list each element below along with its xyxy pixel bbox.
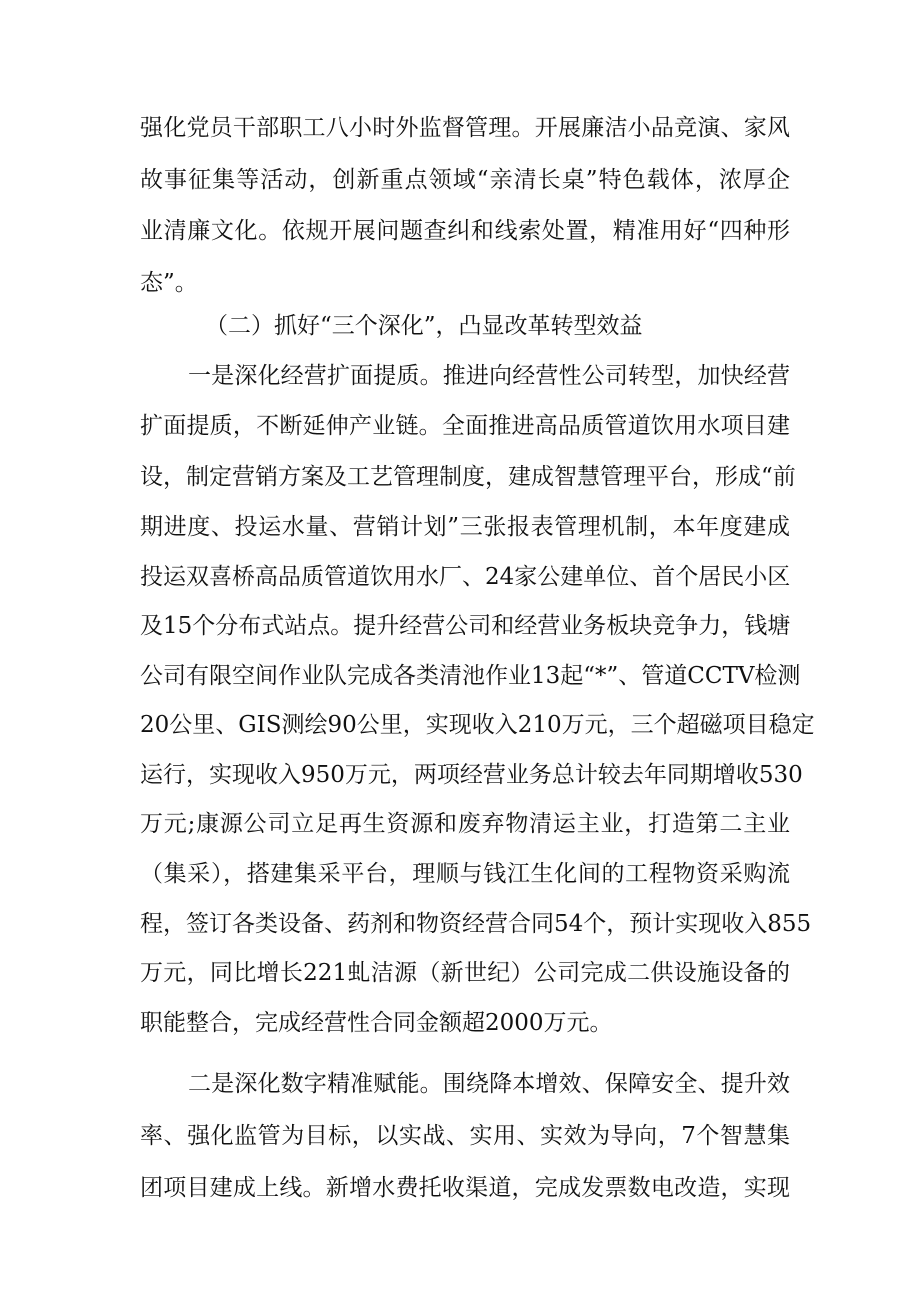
- body-text-line: 团项目建成上线。新增水费托收渠道，完成发票数电改造，实现: [140, 1175, 790, 1201]
- body-text-line: 投运双喜桥高品质管道饮用水厂、24家公建单位、首个居民小区: [140, 564, 791, 590]
- body-text-line: 故事征集等活动，创新重点领域“亲清长桌”特色载体，浓厚企: [140, 167, 790, 193]
- body-text-line: 业清廉文化。依规开展问题查纠和线索处置，精准用好“四种形: [140, 218, 790, 244]
- body-text-line: 公司有限空间作业队完成各类清池作业13起“*”、管道CCTV检测: [140, 663, 801, 689]
- body-text-line: 职能整合，完成经营性合同金额超2000万元。: [140, 1010, 613, 1036]
- body-text-line: 万元;康源公司立足再生资源和废弃物清运主业，打造第二主业: [140, 811, 790, 837]
- body-text-line: 扩面提质，不断延伸产业链。全面推进高品质管道饮用水项目建: [140, 413, 790, 439]
- paragraph-first-line: 二是深化数字精准赋能。围绕降本增效、保障安全、提升效: [188, 1071, 790, 1097]
- body-text-line: 态”。: [140, 270, 198, 296]
- body-text-line: 强化党员干部职工八小时外监督管理。开展廉洁小品竞演、家风: [140, 115, 790, 141]
- paragraph-first-line: 一是深化经营扩面提质。推进向经营性公司转型，加快经营: [188, 363, 790, 389]
- body-text-line: 运行，实现收入950万元，两项经营业务总计较去年同期增收530: [140, 762, 803, 788]
- body-text-line: 20公里、GIS测绘90公里，实现收入210万元，三个超磁项目稳定: [140, 712, 815, 738]
- body-text-line: 率、强化监管为目标，以实战、实用、实效为导向，7个智慧集: [140, 1123, 790, 1149]
- body-text-line: 及15个分布式站点。提升经营公司和经营业务板块竞争力，钱塘: [140, 613, 791, 639]
- section-heading: （二）抓好“三个深化”，凸显改革转型效益: [205, 313, 643, 339]
- body-text-line: 程，签订各类设备、药剂和物资经营合同54个，预计实现收入855: [140, 911, 812, 937]
- body-text-line: （集采），搭建集采平台，理顺与钱江生化间的工程物资采购流: [140, 861, 790, 887]
- body-text-line: 万元，同比增长221虬洁源（新世纪）公司完成二供设施设备的: [140, 960, 790, 986]
- body-text-line: 设，制定营销方案及工艺管理制度，建成智慧管理平台，形成“前: [140, 464, 796, 490]
- body-text-line: 期进度、投运水量、营销计划”三张报表管理机制，本年度建成: [140, 514, 790, 540]
